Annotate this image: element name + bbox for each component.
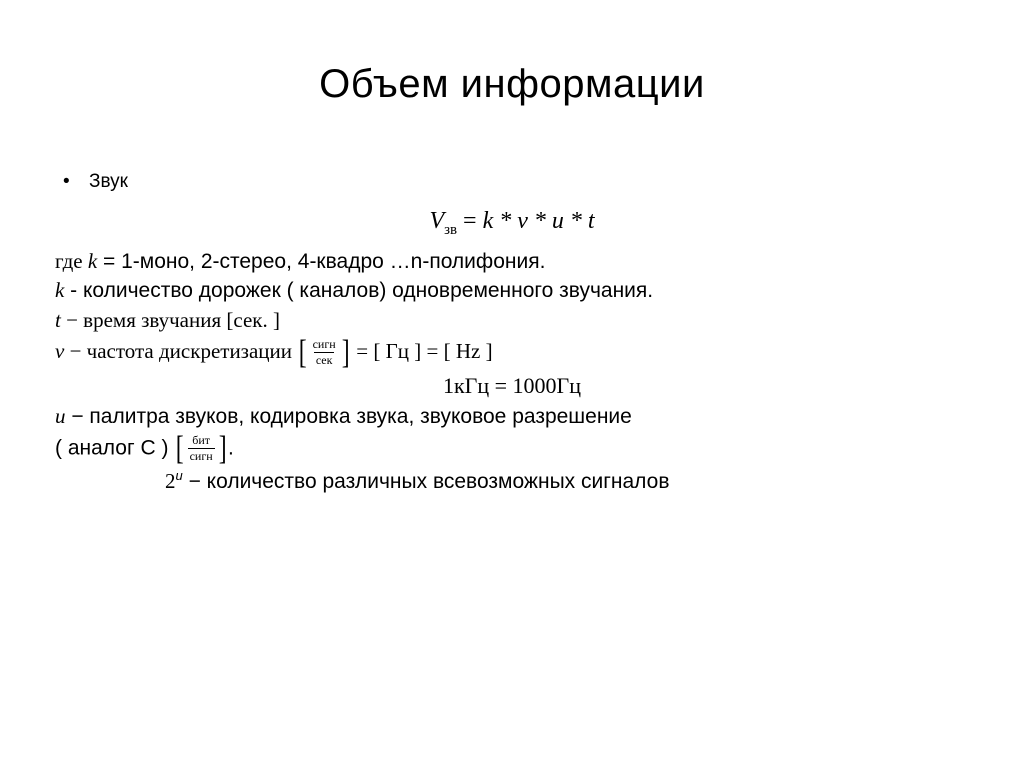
line-power-rest: − количество различных всевозможных сигналов: [182, 469, 670, 493]
fraction-numerator: сигн: [312, 337, 336, 352]
fraction-numerator: бит: [192, 432, 211, 447]
line-v-definition-rest: − частота дискретизации: [64, 338, 293, 363]
line-v-tail: = [ Гц ] = [ Hz ]: [356, 338, 493, 363]
bit-per-signal-bracket: [174, 429, 228, 467]
line-v-definition-variable: v: [55, 338, 65, 363]
bullet-label: Звук: [89, 171, 128, 192]
fraction-denominator: сигн: [189, 449, 213, 464]
line-analog: [55, 429, 969, 467]
fraction-signal-per-second: [309, 338, 340, 368]
line-k-values-variable: k: [87, 248, 98, 273]
formula-lhs-variable: V: [429, 207, 445, 234]
bullet-marker-icon: •: [63, 171, 70, 192]
line-t-definition-variable: t: [55, 308, 61, 333]
power-base: 2: [165, 468, 176, 493]
bracket-left-icon: [: [298, 333, 307, 371]
line-analog-suffix: .: [228, 436, 234, 460]
line-analog-prefix: ( аналог C ): [55, 436, 175, 460]
formula-lhs-subscript: зв: [444, 221, 458, 238]
formula-rhs: k * v * u * t: [482, 207, 595, 234]
formula-equals: =: [463, 207, 477, 234]
line-k-values: [55, 247, 969, 277]
line-k-definition: [55, 276, 969, 306]
line-k-values-prefix: где: [55, 248, 88, 273]
fraction-denominator: сек: [315, 353, 333, 368]
line-power-of-two: [55, 466, 969, 497]
line-kilohertz: 1кГц = 1000Гц: [442, 372, 582, 398]
page-title: Объем информации: [319, 62, 705, 106]
line-t-definition-rest: − время звучания [сек. ]: [60, 308, 280, 333]
line-u-definition-variable: u: [55, 403, 66, 428]
formula-main: [55, 208, 969, 239]
line-k-definition-variable: k: [55, 278, 65, 303]
fraction-bit-per-signal: [186, 434, 217, 464]
list-item: [55, 170, 969, 194]
line-u-definition-rest: − палитра звуков, кодировка звука, звуковое разрешение: [65, 404, 632, 428]
frequency-units-bracket: [297, 333, 351, 371]
slide-body: [55, 170, 969, 497]
bracket-right-icon: ]: [341, 333, 350, 371]
line-v-definition: [55, 333, 969, 371]
bracket-right-icon: ]: [218, 429, 227, 467]
power-exponent: u: [175, 467, 183, 483]
line-t-definition: [55, 306, 969, 336]
line-k-values-rest: = 1-моно, 2-стерео, 4-квадро …n-полифония.: [97, 249, 546, 273]
line-k-definition-rest: - количество дорожек ( каналов) одновременного звучания.: [64, 279, 654, 303]
bracket-left-icon: [: [175, 429, 184, 467]
line-u-definition: [55, 402, 969, 432]
